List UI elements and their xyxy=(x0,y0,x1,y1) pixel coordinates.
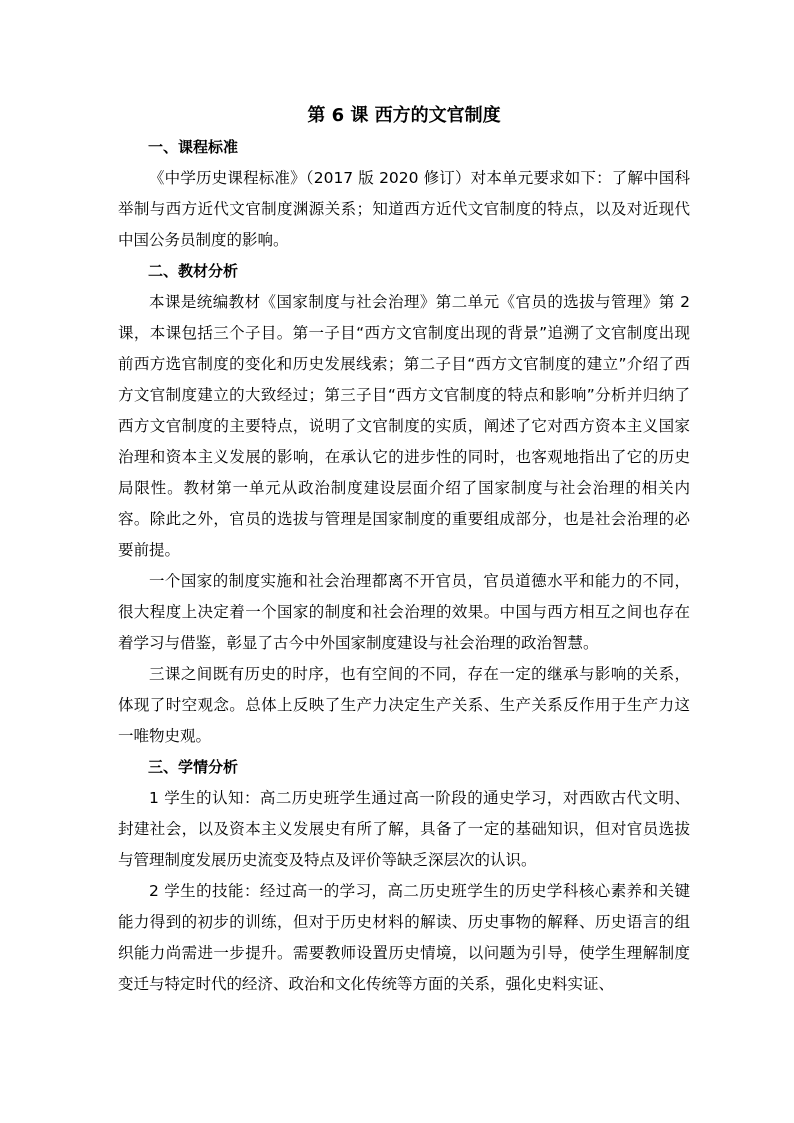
paragraph: 本课是统编教材《国家制度与社会治理》第二单元《官员的选拔与管理》第 2 课，本课包括三个子目。第一子目“西方文官制度出现的背景”追溯了文官制度出现前西方选官制度的变化和历史发展线索；第二子目“西方文官制度的建立”介绍了西方文官制度建立的大致经过；第三子目“西方文官制度的特点和影响”分析并归纳了西方文官制度的主要特点，说明了文官制度的实质，阐述了它对西方资本主义国家治理和资本主义发展的影响，在承认它的进步性的同时，也客观地指出了它的历史局限性。教材第一单元从政治制度建设层面介绍了国家制度与社会治理的相关内容。除此之外，官员的选拔与管理是国家制度的重要组成部分，也是社会治理的必要前提。 xyxy=(118,293,690,559)
section-heading-student-analysis: 三、学情分析 xyxy=(148,758,239,776)
paragraph: 2 学生的技能：经过高一的学习，高二历史班学生的历史学科核心素养和关键能力得到的初步的训练，但对于历史材料的解读、历史事物的解释、历史语言的组织能力尚需进一步提升。需要教师设置历史情境，以问题为引导，使学生理解制度变迁与特定时代的经济、政治和文化传统等方面的关系，强化史料实证、 xyxy=(118,882,690,993)
document-body xyxy=(118,100,690,1000)
page-title: 第 6 课 西方的文官制度 xyxy=(307,105,501,126)
paragraph: 三课之间既有历史的时序，也有空间的不同，存在一定的继承与影响的关系，体现了时空观念。总体上反映了生产力决定生产关系、生产关系反作用于生产力这一唯物史观。 xyxy=(118,665,690,745)
paragraph: 《中学历史课程标准》（2017 版 2020 修订）对本单元要求如下：了解中国科举制与西方近代文官制度渊源关系；知道西方近代文官制度的特点，以及对近现代中国公务员制度的影响。 xyxy=(118,169,690,249)
section-heading-curriculum-standard: 一、课程标准 xyxy=(148,138,239,156)
paragraph: 一个国家的制度实施和社会治理都离不开官员，官员道德水平和能力的不同，很大程度上决定着一个国家的制度和社会治理的效果。中国与西方相互之间也存在着学习与借鉴，彰显了古今中外国家制度建设与社会治理的政治智慧。 xyxy=(118,572,690,652)
section-heading-textbook-analysis: 二、教材分析 xyxy=(148,262,239,280)
paragraph: 1 学生的认知：高二历史班学生通过高一阶段的通史学习，对西欧古代文明、封建社会，以及资本主义发展史有所了解，具备了一定的基础知识，但对官员选拔与管理制度发展历史流变及特点及评价等缺乏深层次的认识。 xyxy=(118,789,690,869)
